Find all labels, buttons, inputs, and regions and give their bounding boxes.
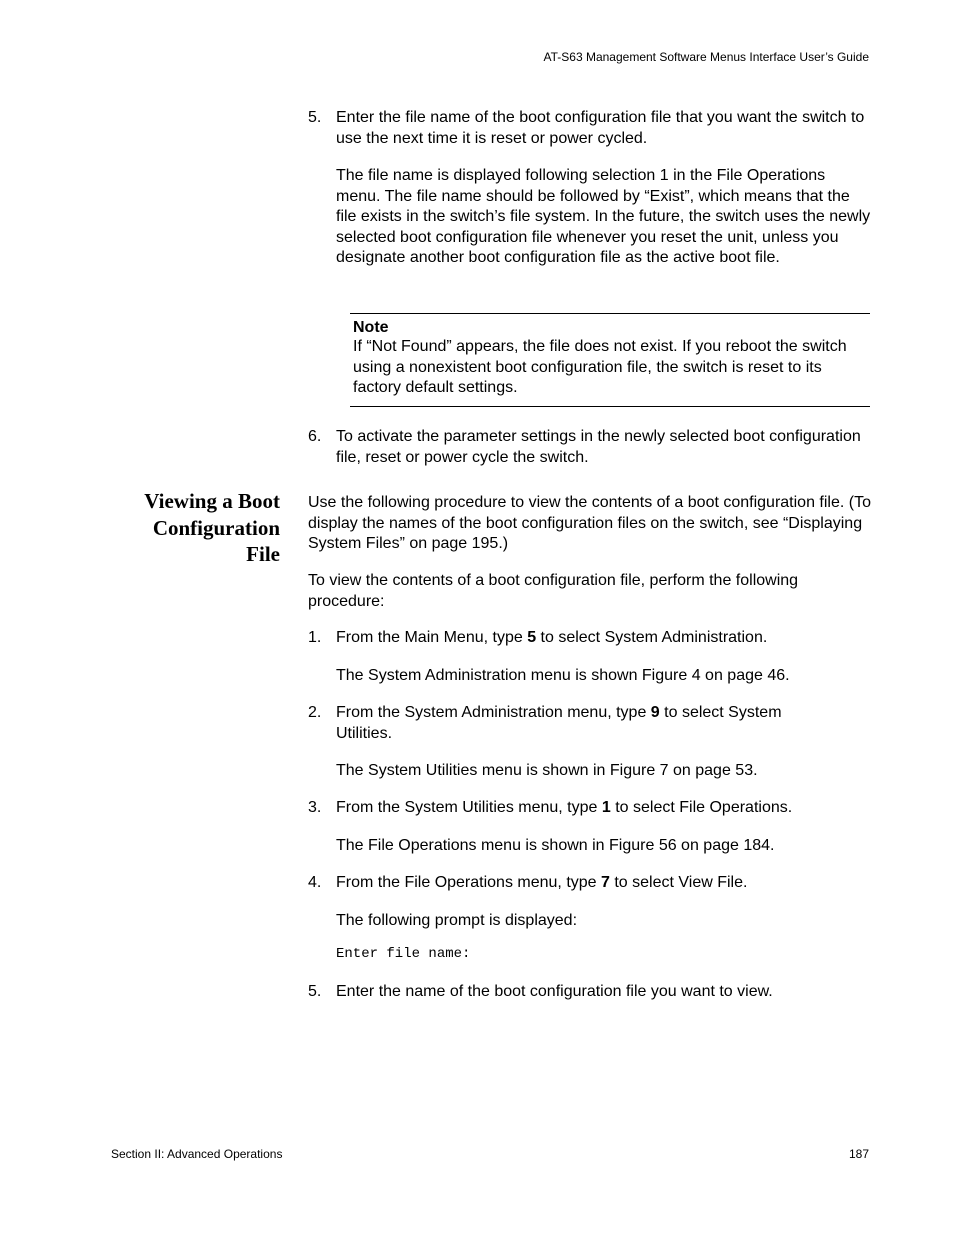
step-text-part: From the System Administration menu, type — [336, 704, 651, 721]
step-number: 1. — [308, 629, 322, 646]
menu-key: 5 — [527, 629, 537, 646]
running-header: AT-S63 Management Software Menus Interface User’s Guide — [543, 50, 869, 64]
section-heading-line: File — [246, 542, 280, 566]
step-text: To activate the parameter settings in the newly selected boot configuration file, reset or power cycle the switch. — [336, 428, 861, 466]
step-text — [336, 703, 836, 744]
step-number: 2. — [308, 704, 322, 721]
section-heading-line: Configuration — [152, 515, 280, 540]
step-number: 5. — [308, 983, 322, 1000]
step-text — [336, 798, 872, 819]
step-detail: The System Utilities menu is shown in Figure 7 on page 53. — [336, 762, 758, 779]
menu-key: 9 — [650, 704, 660, 721]
step-text-part: to select System Administration. — [536, 629, 768, 646]
step-number: 5. — [308, 109, 322, 126]
step-detail: The System Administration menu is shown Figure 4 on page 46. — [336, 667, 790, 684]
prompt-code: Enter file name: — [336, 946, 471, 962]
footer-section: Section II: Advanced Operations — [111, 1147, 283, 1161]
step-number: 4. — [308, 874, 322, 891]
step-text-part: to select File Operations. — [610, 799, 793, 816]
section-heading-line: Viewing a Boot — [144, 489, 280, 513]
note-text: If “Not Found” appears, the file does not exist. If you reboot the switch using a nonexistent boot configuration file, the switch is reset to its factory default settings. — [353, 338, 847, 396]
step-detail: The file name is displayed following selection 1 in the File Operations menu. The file name should be followed by “Exist”, which means that the file exists in the switch’s file system. In the future, the switch uses the newly selected boot configuration file whenever you reset the unit, unless you designate another boot configuration file as the active boot file. — [336, 167, 871, 266]
intro-paragraph: To view the contents of a boot configuration file, perform the following procedure: — [308, 572, 799, 610]
step-text-part: to select View File. — [609, 874, 748, 891]
step-text — [336, 628, 872, 649]
menu-key: 1 — [601, 799, 611, 816]
step-text: Enter the file name of the boot configuration file that you want the switch to use the next time it is reset or power cycled. — [336, 109, 865, 147]
step-text-part: From the Main Menu, type — [336, 629, 528, 646]
intro-paragraph: Use the following procedure to view the contents of a boot configuration file. (To display the names of the boot configuration files on the switch, see “Displaying System Files” on page 195.) — [308, 494, 871, 552]
step-number: 6. — [308, 428, 322, 445]
menu-key: 7 — [601, 874, 610, 891]
section-heading — [80, 488, 280, 568]
step-text-part: to select System Utilities. — [336, 704, 782, 742]
step-number: 3. — [308, 799, 322, 816]
step-text: Enter the name of the boot configuration file you want to view. — [336, 983, 773, 1000]
step-text-part: From the System Utilities menu, type — [336, 799, 602, 816]
page-number: 187 — [848, 1147, 869, 1161]
note-title: Note — [353, 319, 389, 336]
step-text — [336, 873, 872, 894]
step-detail: The following prompt is displayed: — [336, 912, 578, 929]
step-text-part: From the File Operations menu, type — [336, 874, 601, 891]
step-detail: The File Operations menu is shown in Figure 56 on page 184. — [336, 837, 775, 854]
note-box — [350, 313, 870, 407]
